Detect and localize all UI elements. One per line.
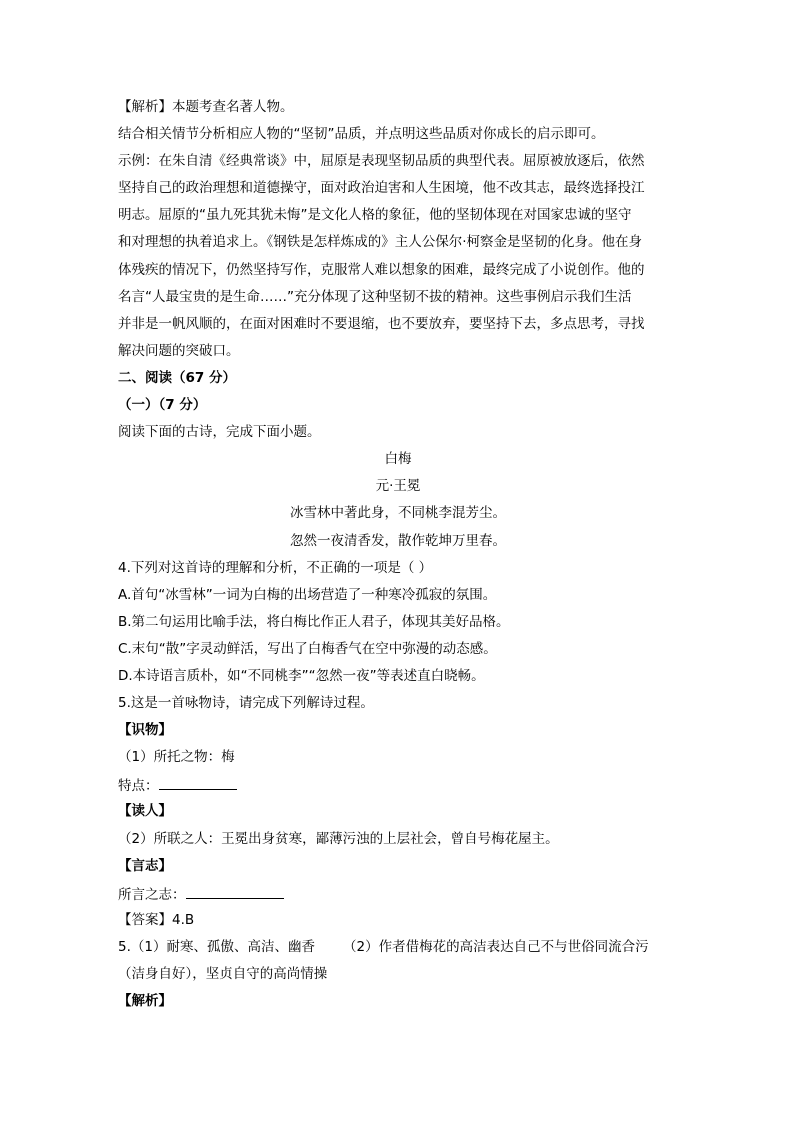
ambition-answer-blank[interactable]	[186, 880, 284, 899]
feature-label: 特点：	[118, 778, 159, 795]
analysis-heading: 【解析】本题考查名著人物。	[118, 99, 294, 115]
feature-row	[118, 771, 678, 798]
analysis-line: 并非是一帆风顺的，在面对困难时不要退缩，也不要放弃，要坚持下去，多点思考，寻找	[118, 315, 645, 332]
analysis-line: 体残疾的情况下，仍然坚持写作，克服常人难以想象的困难，最终完成了小说创作。他的	[118, 261, 645, 278]
ambition-row	[118, 880, 678, 907]
section-express-ambition: 【言志】	[118, 857, 172, 874]
analysis-line: 示例：在朱自清《经典常谈》中，屈原是表现坚韧品质的典型代表。屈原被放逐后，依然	[118, 153, 645, 170]
poem-line-1: 冰雪林中著此身，不同桃李混芳尘。	[290, 505, 506, 522]
question-4-stem: 4.下列对这首诗的理解和分析，不正确的一项是（ ）	[118, 559, 433, 576]
poem-title: 白梅	[384, 451, 412, 468]
poem-line-2: 忽然一夜清香发，散作乾坤万里春。	[290, 532, 506, 549]
question-4-option-c: C.末句“散”字灵动鲜活，写出了白梅香气在空中弥漫的动态感。	[118, 640, 497, 657]
subsection-title: （一）（7 分）	[118, 397, 207, 414]
answer-heading: 【答案】4.B	[118, 911, 195, 928]
analysis-line: 结合相关情节分析相应人物的“坚韧”品质，并点明这些品质对你成长的启示即可。	[118, 126, 605, 143]
question-4-option-a: A.首句“冰雪林”一词为白梅的出场营造了一种寒冷孤寂的氛围。	[118, 586, 497, 603]
poem-author: 元·王冕	[375, 478, 421, 495]
feature-answer-blank[interactable]	[159, 771, 237, 790]
analysis-line: 和对理想的执着追求上。《钢铁是怎样炼成的》主人公保尔·柯察金是坚韧的化身。他在身	[118, 234, 643, 251]
answer-5-part-1: 5.（1）耐寒、孤傲、高洁、幽香	[118, 938, 315, 955]
answer-line-3: （洁身自好），坚贞自守的高尚情操	[118, 966, 328, 982]
question-4-option-d: D.本诗语言质朴，如“不同桃李”“忽然一夜”等表述直白晓畅。	[118, 667, 485, 684]
section-identify-object: 【识物】	[118, 722, 172, 739]
person-item: （2）所联之人：王冕出身贫寒，鄙薄污浊的上层社会，曾自号梅花屋主。	[118, 830, 559, 847]
question-5-stem: 5.这是一首咏物诗，请完成下列解诗过程。	[118, 695, 374, 712]
ambition-label: 所言之志：	[118, 886, 186, 903]
question-4-option-b: B.第二句运用比喻手法，将白梅比作正人君子，体现其美好品格。	[118, 613, 510, 630]
answer-line-2	[118, 934, 678, 961]
document-page	[118, 94, 678, 1015]
analysis-line: 坚持自己的政治理想和道德操守，面对政治迫害和人生困境，他不改其志，最终选择投江	[118, 180, 645, 197]
analysis-line: 名言“人最宝贵的是生命……”充分体现了这种坚韧不拔的精神。这些事例启示我们生活	[118, 288, 632, 305]
section-title: 二、阅读（67 分）	[118, 369, 236, 386]
object-item: （1）所托之物：梅	[118, 749, 235, 766]
analysis-line: 明志。屈原的“虽九死其犹未悔”是文化人格的象征，他的坚韧体现在对国家忠诚的坚守	[118, 207, 632, 224]
section-read-person: 【读人】	[118, 803, 172, 820]
reading-instruction: 阅读下面的古诗，完成下面小题。	[118, 424, 321, 441]
analysis-line: 解决问题的突破口。	[118, 342, 240, 359]
analysis-2-heading: 【解析】	[118, 993, 172, 1010]
answer-5-part-2: （2）作者借梅花的高洁表达自己不与世俗同流合污	[342, 938, 649, 955]
